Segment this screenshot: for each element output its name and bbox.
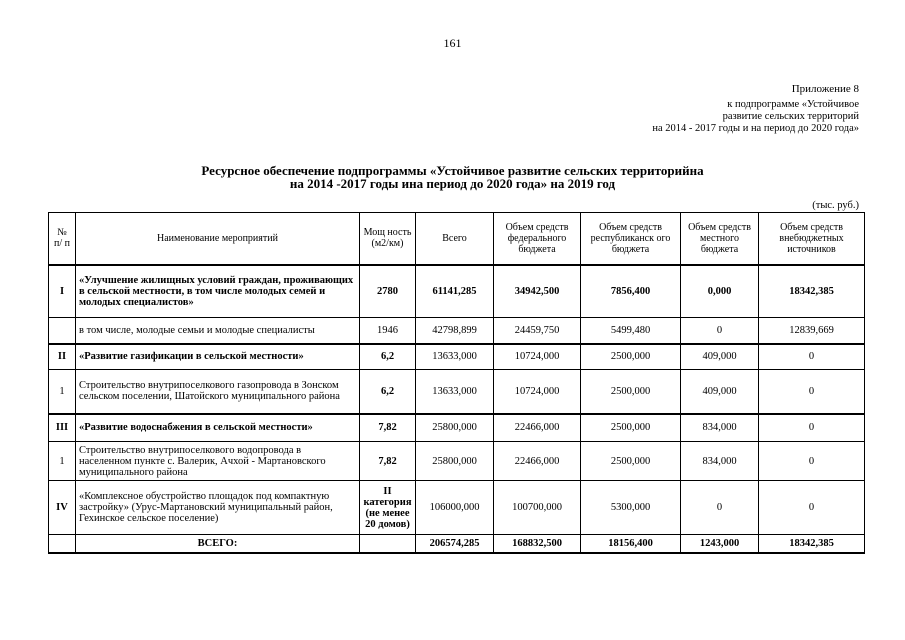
table-row (49, 414, 865, 442)
header-local: Объем средств местного бюджета (681, 213, 759, 265)
row-offbudget: 0 (759, 481, 865, 535)
row-local: 409,000 (681, 370, 759, 414)
row-total: 106000,000 (416, 481, 494, 535)
header-capacity: Мощ ность (м2/км) (360, 213, 416, 265)
row-name: «Развитие газификации в сельской местности» (76, 344, 360, 370)
row-local: 834,000 (681, 442, 759, 481)
row-total: 42798,899 (416, 318, 494, 344)
row-republic: 7856,400 (581, 265, 681, 318)
row-num: III (49, 414, 76, 442)
row-local: 0,000 (681, 265, 759, 318)
row-republic: 2500,000 (581, 370, 681, 414)
row-federal: 22466,000 (494, 414, 581, 442)
row-capacity: 1946 (360, 318, 416, 344)
table-header-row (49, 213, 865, 265)
row-federal: 34942,500 (494, 265, 581, 318)
row-num: 1 (49, 442, 76, 481)
row-federal: 10724,000 (494, 344, 581, 370)
title-line: Ресурсное обеспечение подпрограммы «Устойчивое развитие сельских территорийна (201, 163, 704, 178)
row-offbudget: 0 (759, 414, 865, 442)
row-offbudget: 18342,385 (759, 265, 865, 318)
row-total: 25800,000 (416, 442, 494, 481)
table-row (49, 344, 865, 370)
row-republic: 2500,000 (581, 414, 681, 442)
total-row (49, 535, 865, 553)
unit-label: (тыс. руб.) (812, 200, 859, 211)
title-line: на 2014 -2017 годы ина период до 2020 года» на 2019 год (289, 176, 616, 191)
row-offbudget: 0 (759, 370, 865, 414)
row-num: I (49, 265, 76, 318)
total-label: ВСЕГО: (76, 535, 360, 553)
row-name: «Улучшение жилищных условий граждан, проживающих в сельской местности, в том числе молодых семей и молодых специалистов» (76, 265, 360, 318)
row-capacity: II категория (не менее 20 домов) (360, 481, 416, 535)
row-num: II (49, 344, 76, 370)
subprogram-note-line: развитие сельских территорий (722, 111, 859, 122)
row-local: 0 (681, 481, 759, 535)
row-name: «Развитие водоснабжения в сельской местности» (76, 414, 360, 442)
table-row (49, 370, 865, 414)
page-number: 161 (443, 36, 462, 50)
row-num: 1 (49, 370, 76, 414)
row-capacity: 6,2 (360, 370, 416, 414)
table-row (49, 318, 865, 344)
row-republic: 5300,000 (581, 481, 681, 535)
row-local: 834,000 (681, 414, 759, 442)
row-offbudget: 12839,669 (759, 318, 865, 344)
table-row (49, 481, 865, 535)
total-republic: 18156,400 (581, 535, 681, 553)
header-republic: Объем средств республиканск ого бюджета (581, 213, 681, 265)
row-federal: 100700,000 (494, 481, 581, 535)
total-num (49, 535, 76, 553)
header-name: Наименование мероприятий (76, 213, 360, 265)
total-offbudget: 18342,385 (759, 535, 865, 553)
row-republic: 2500,000 (581, 442, 681, 481)
table-row (49, 442, 865, 481)
total-capacity (360, 535, 416, 553)
row-republic: 5499,480 (581, 318, 681, 344)
subprogram-note-line: к подпрограмме «Устойчивое (727, 99, 859, 110)
header-federal: Объем средств федерального бюджета (494, 213, 581, 265)
document-title (0, 164, 905, 190)
row-name: Строительство внутрипоселкового водопровода в населенном пункте с. Валерик, Ачхой - Мартановского муниципального района (76, 442, 360, 481)
row-offbudget: 0 (759, 344, 865, 370)
subprogram-note-line: на 2014 - 2017 годы и на период до 2020 года» (652, 123, 859, 134)
row-num: IV (49, 481, 76, 535)
appendix-label: Приложение 8 (791, 83, 859, 95)
header-offbudget: Объем средств внебюджетных источников (759, 213, 865, 265)
row-capacity: 7,82 (360, 414, 416, 442)
total-local: 1243,000 (681, 535, 759, 553)
row-name: в том числе, молодые семьи и молодые специалисты (76, 318, 360, 344)
total-sum: 206574,285 (416, 535, 494, 553)
row-name: «Комплексное обустройство площадок под компактную застройку» (Урус-Мартановский муниципальный район, Гехинское сельское поселение) (76, 481, 360, 535)
row-local: 0 (681, 318, 759, 344)
row-total: 25800,000 (416, 414, 494, 442)
row-federal: 24459,750 (494, 318, 581, 344)
row-capacity: 7,82 (360, 442, 416, 481)
row-federal: 10724,000 (494, 370, 581, 414)
row-offbudget: 0 (759, 442, 865, 481)
row-name: Строительство внутрипоселкового газопровода в Зонском сельском поселении, Шатойского муниципального района (76, 370, 360, 414)
resource-table (48, 212, 865, 554)
table-row (49, 265, 865, 318)
row-federal: 22466,000 (494, 442, 581, 481)
row-local: 409,000 (681, 344, 759, 370)
subprogram-note (652, 99, 859, 135)
row-capacity: 2780 (360, 265, 416, 318)
header-total: Всего (416, 213, 494, 265)
total-federal: 168832,500 (494, 535, 581, 553)
row-total: 61141,285 (416, 265, 494, 318)
row-num (49, 318, 76, 344)
header-num: № п/ п (49, 213, 76, 265)
row-total: 13633,000 (416, 370, 494, 414)
row-total: 13633,000 (416, 344, 494, 370)
row-republic: 2500,000 (581, 344, 681, 370)
row-capacity: 6,2 (360, 344, 416, 370)
